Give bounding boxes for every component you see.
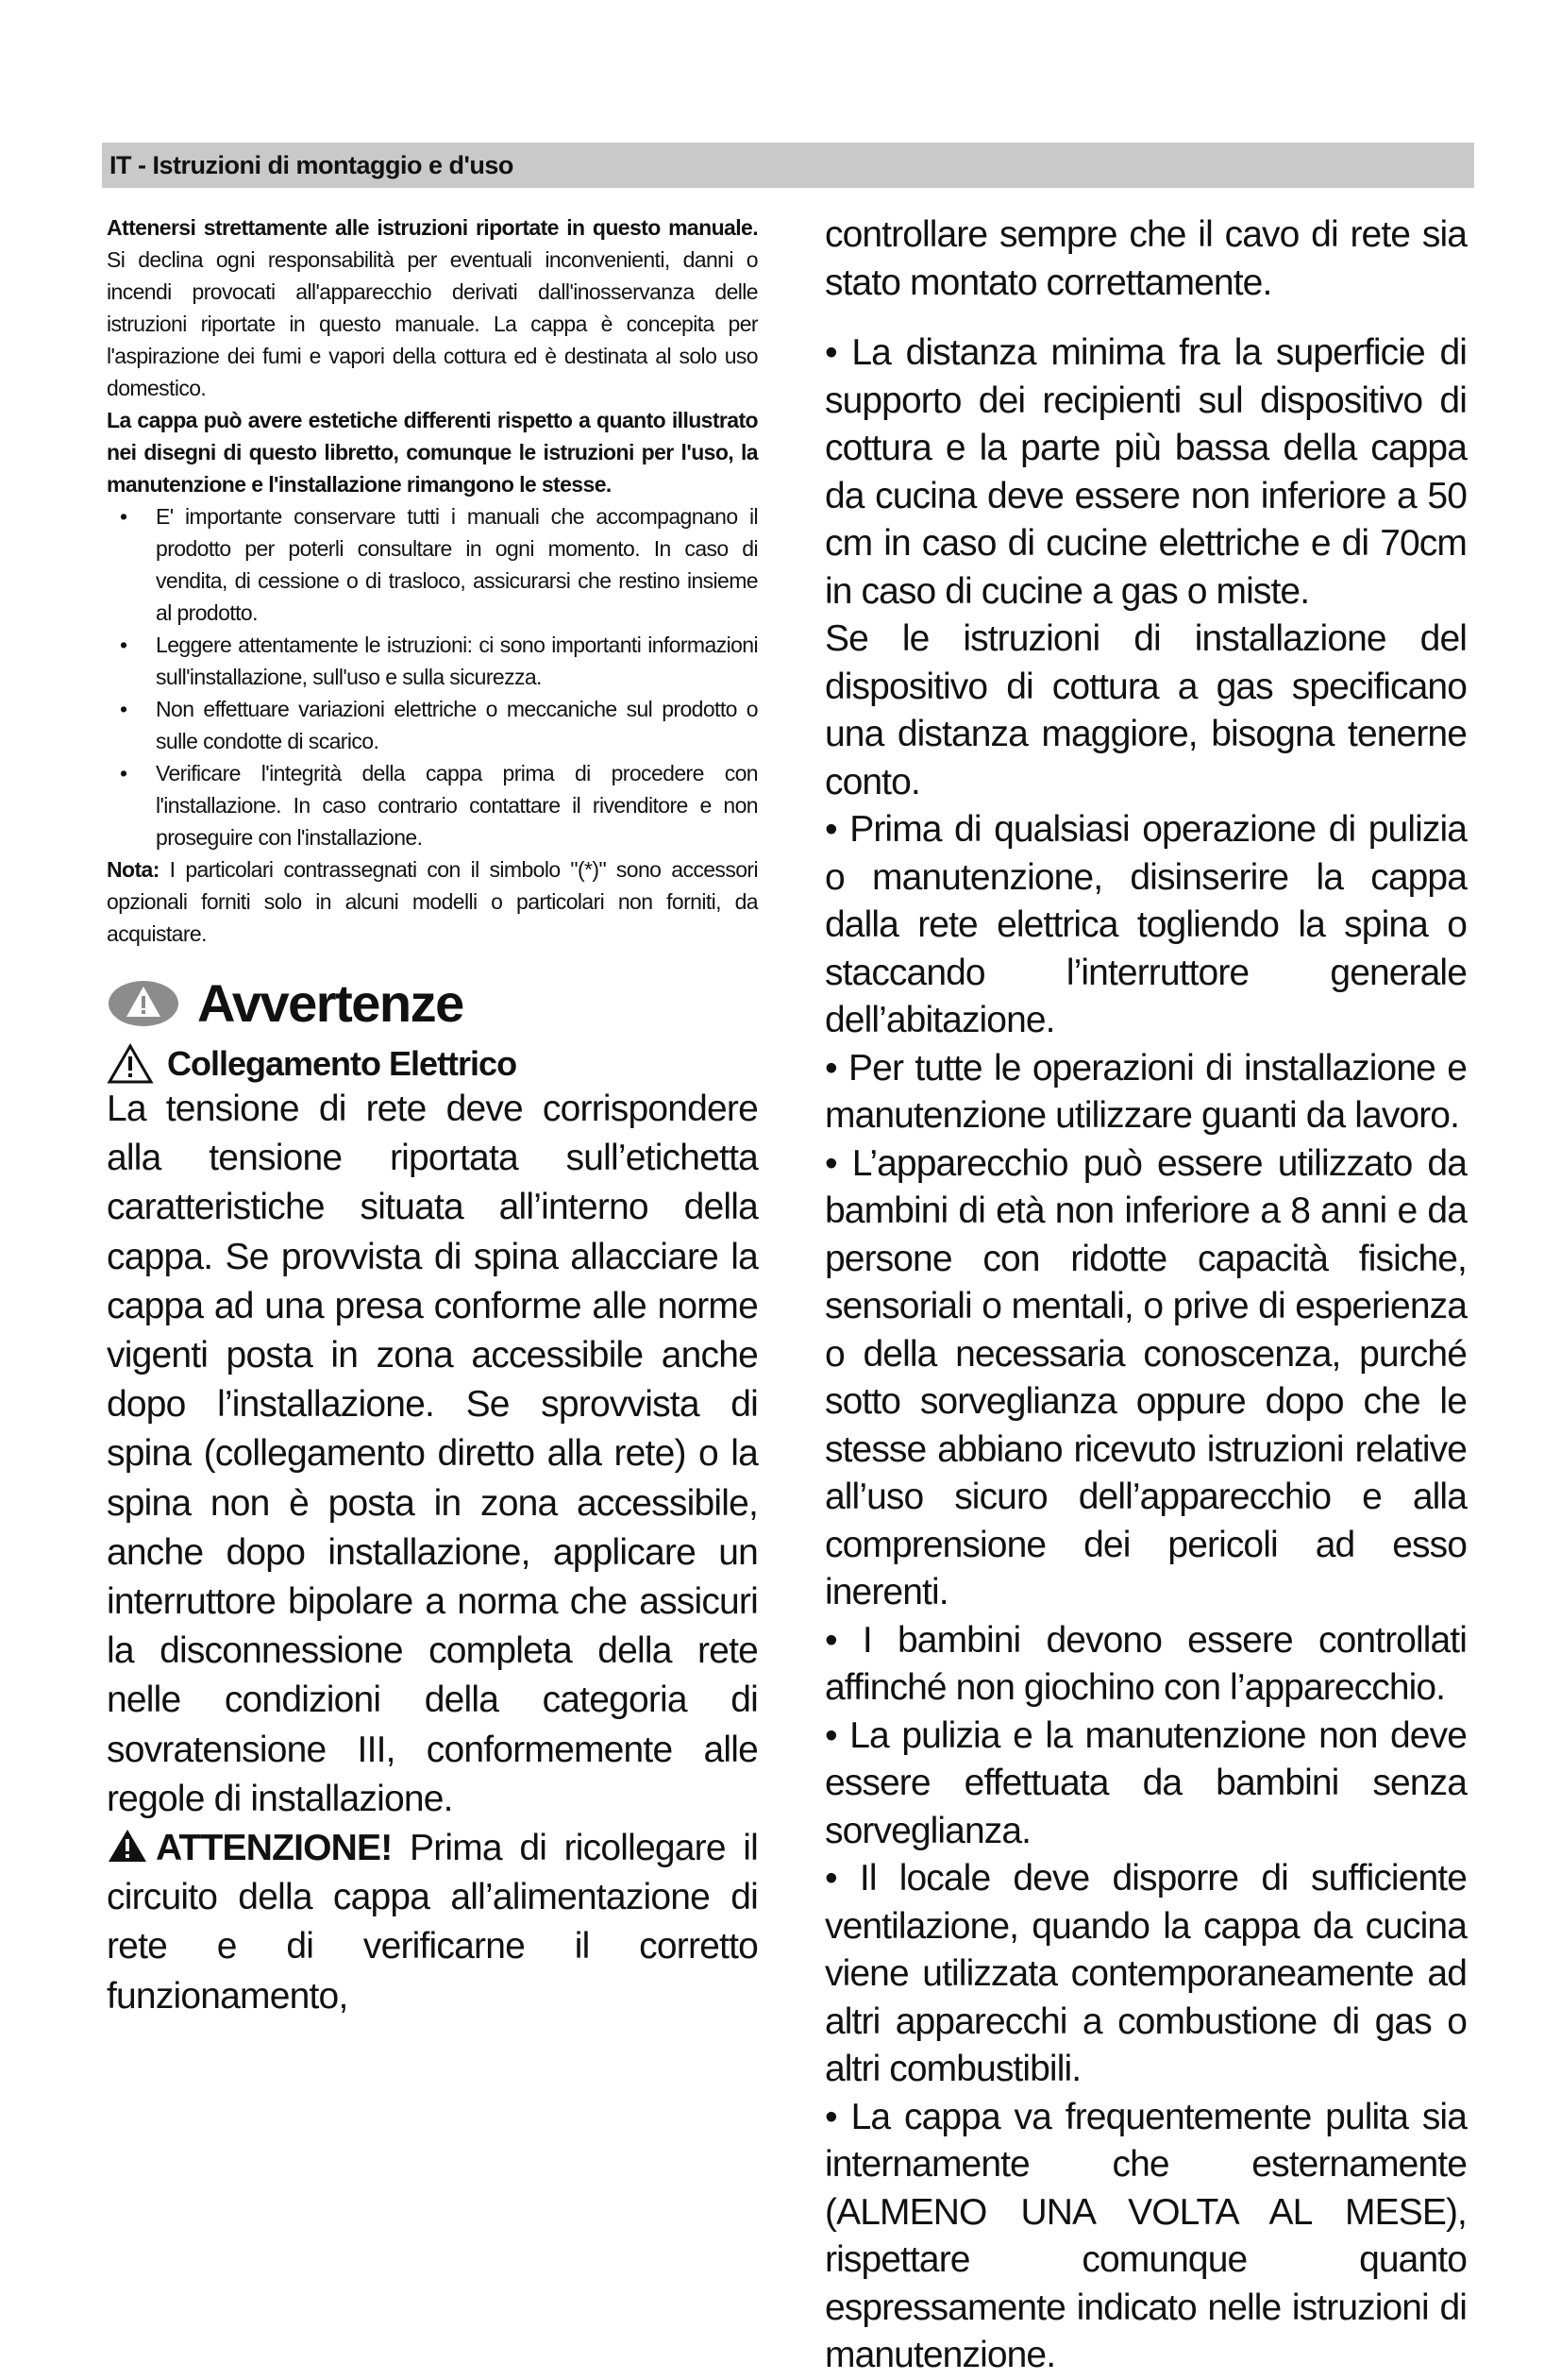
intro-section [107, 211, 758, 950]
list-item-text: Non effettuare variazioni elettriche o meccaniche sul prodotto o sulle condotte di scarico. [156, 697, 758, 753]
list-item-text: Leggere attentamente le istruzioni: ci sono importanti informazioni sull'installazione, sull'uso e sulla sicurezza. [156, 633, 758, 689]
list-item [107, 693, 758, 757]
distance-bullet: • La distanza minima fra la superficie di supporto dei recipienti sul dispositivo di cottura e la parte più bassa della cappa da cucina deve essere non inferiore a 50 cm in caso di cucine elettriche e di 70cm in caso di cucine a gas o miste. [825, 332, 1467, 612]
left-column [107, 211, 758, 2021]
intro-text: Si declina ogni responsabilità per eventuali inconvenienti, danni o incendi provocati all'apparecchio derivati dall'inosservanza delle istruzioni riportate in questo manuale. La cappa è concepita per l'aspirazione dei fumi e vapori della cottura ed è destinata al solo uso domestico. [107, 247, 758, 400]
page-header [102, 143, 1474, 188]
list-item [107, 500, 758, 629]
list-item: • Il locale deve disporre di sufficiente ventilazione, quando la cappa da cucina viene utilizzata contemporaneamente ad altri apparecchi a combustione di gas o altri combustibili. [825, 1858, 1467, 2089]
list-item: • Per tutte le operazioni di installazione e manutenzione utilizzare guanti da lavoro. [825, 1047, 1467, 1136]
list-item [107, 757, 758, 853]
list-item-text: E' importante conservare tutti i manuali che accompagnano il prodotto per poterli consultare in ogni momento. In caso di vendita, di cessione o di trasloco, assicurarsi che restino insieme al prodotto. [156, 504, 758, 625]
bullet-icon: • [120, 697, 127, 721]
electrical-section-title: Collegamento Elettrico [167, 1044, 517, 1083]
attention-text: Prima di ricollegare il circuito della cappa all’alimentazione di rete e di verificarne il corretto funzionamento, [107, 1828, 758, 2017]
aesthetics-note-text: La cappa può avere estetiche differenti rispetto a quanto illustrato nei disegni di questo libretto, comunque le istruzioni per l'uso, la manutenzione e l'installazione rimangono le stesse. [107, 408, 758, 497]
bullet-icon: • [120, 633, 127, 657]
intro-bold-lead: Attenersi strettamente alle istruzioni riportate in questo manuale. [107, 215, 758, 240]
right-column [825, 211, 1467, 2380]
warnings-title: Avvertenze [197, 973, 463, 1033]
bullet-icon: • [120, 504, 127, 529]
warning-triangle-icon [107, 1043, 154, 1085]
electrical-text: La tensione di rete deve corrispondere alla tensione riportata sull’etichetta caratteristiche situata all’interno della cappa. Se provvista di spina allacciare la cappa ad una presa conforme alle norme vigenti posta in zona accessibile anche dopo l’installazione. Se sprovvista di spina (collegamento diretto alla rete) o la spina non è posta in zona accessibile, anche dopo installazione, applicare un interruttore bipolare a norma che assicuri la disconnessione completa della rete nelle condizioni della categoria di sovratensione III, conformemente alle regole di installazione. [107, 1089, 758, 1819]
list-item: • Prima di qualsiasi operazione di pulizia o manutenzione, disinserire la cappa dalla rete elettrica togliendo la spina o staccando l’interruttore generale dell’abitazione. [825, 809, 1467, 1040]
intro-bullet-list [107, 500, 758, 853]
attention-paragraph [107, 1824, 758, 2021]
attention-triangle-icon [107, 1828, 148, 1864]
list-item: • La pulizia e la manutenzione non deve essere effettuata da bambini senza sorveglianza. [825, 1714, 1467, 1851]
note-label: Nota: [107, 857, 159, 882]
page-title: IT - Istruzioni di montaggio e d'uso [109, 150, 513, 179]
list-item: • L’apparecchio può essere utilizzato da bambini di età non inferiore a 8 anni e da persone con ridotte capacità fisiche, sensoriali o mentali, o prive di esperienza o della necessaria conoscenza, purché sotto sorveglianza oppure dopo che le stesse abbiano ricevuto istruzioni relative all’uso sicuro dell’apparecchio e alla comprensione dei pericoli ad esso inerenti. [825, 1142, 1467, 1612]
list-item: • La cappa va frequentemente pulita sia internamente che esternamente (ALMENO UNA VOLTA AL MESE), rispettare comunque quanto espressamente indicato nelle istruzioni di manutenzione. [825, 2096, 1467, 2375]
distance-followup: Se le istruzioni di installazione del dispositivo di cottura a gas specificano una distanza maggiore, bisogna tenerne conto. [825, 618, 1467, 802]
warnings-heading [107, 972, 758, 1034]
note-text: I particolari contrassegnati con il simbolo "(*)" sono accessori opzionali forniti solo in alcuni modelli o particolari non forniti, da acquistare. [107, 857, 758, 946]
list-item [107, 629, 758, 693]
continuation-text: controllare sempre che il cavo di rete sia stato montato correttamente. [825, 214, 1467, 303]
list-item-text: Verificare l'integrità della cappa prima di procedere con l'installazione. In caso contrario contattare il rivenditore e non proseguire con l'installazione. [156, 761, 758, 850]
attention-label: ATTENZIONE! [156, 1828, 393, 1869]
bullet-icon: • [120, 761, 127, 785]
aesthetics-note [107, 404, 758, 500]
electrical-section-heading [107, 1043, 758, 1085]
list-item: • I bambini devono essere controllati affinché non giochino con l’apparecchio. [825, 1619, 1467, 1708]
electrical-body [107, 1085, 758, 2021]
right-column-text [825, 211, 1467, 2380]
intro-paragraph [107, 211, 758, 404]
note-paragraph [107, 853, 758, 950]
warning-circle-icon [107, 979, 180, 1028]
